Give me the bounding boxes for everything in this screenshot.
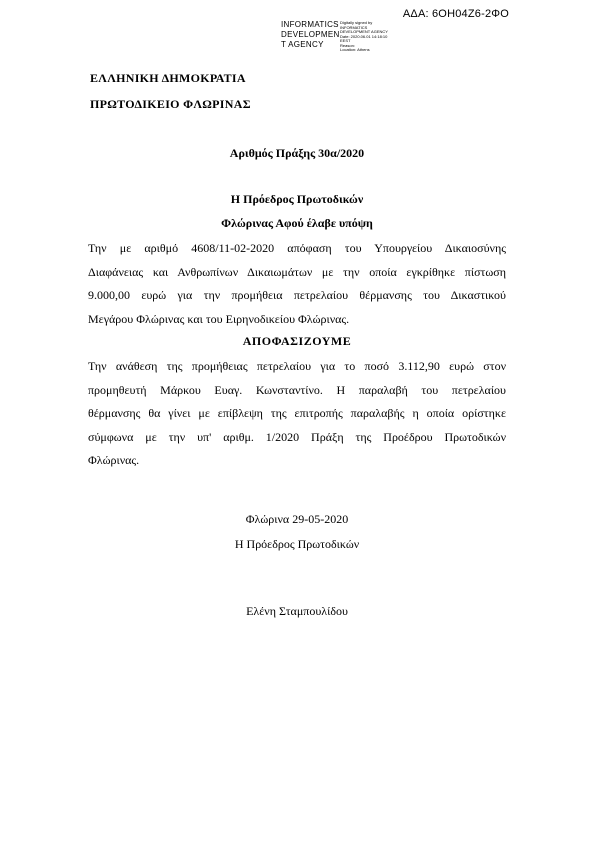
issuer-title: Η Πρόεδρος Πρωτοδικών bbox=[230, 192, 364, 206]
stamp-detail: EEST bbox=[340, 38, 351, 43]
signer-name: Ελένη Σταμπουλίδου bbox=[246, 604, 348, 618]
paragraph-line: Διαφάνειας και Ανθρωπίνων Δικαιωμάτων με την οποία εγκρίθηκε πίστωση bbox=[88, 264, 506, 279]
decision-heading: ΑΠΟΦΑΣΙΖΟΥΜΕ bbox=[242, 334, 352, 348]
considering-line: Φλώρινας Αφού έλαβε υπόψη bbox=[221, 216, 373, 230]
paragraph-line: θέρμανσης θα γίνει με επίβλεψη της επιτροπής παραλαβής η οποία ορίστηκε bbox=[88, 406, 506, 420]
stamp-detail: DEVELOPMENT AGENCY bbox=[340, 29, 388, 34]
paragraph-line: 9.000,00 ευρώ για την προμήθεια πετρελαίου θέρμανσης του Δικαστικού bbox=[88, 288, 506, 302]
paragraph-line: Φλώρινας. bbox=[88, 453, 140, 467]
paragraph-line: σύμφωνα με την υπ' αριθμ. 1/2020 Πράξη της Προέδρου Πρωτοδικών bbox=[88, 429, 506, 444]
paragraph-line: Μεγάρου Φλώρινας και του Ειρηνοδικείου Φλώρινας. bbox=[88, 311, 350, 326]
stamp-line: T AGENCY bbox=[281, 40, 324, 49]
stamp-detail: Date: 2020.06.01 14:18:10 bbox=[340, 33, 388, 39]
paragraph-line: Την ανάθεση της προμήθειας πετρελαίου για το ποσό 3.112,90 ευρώ στον bbox=[88, 359, 506, 373]
stamp-line: INFORMATICS bbox=[281, 20, 339, 29]
decision-paragraph bbox=[88, 355, 506, 473]
header-court: ΠΡΩΤΟΔΙΚΕΙΟ ΦΛΩΡΙΝΑΣ bbox=[90, 97, 251, 111]
signer-title: Η Πρόεδρος Πρωτοδικών bbox=[234, 537, 360, 551]
digital-signature-stamp bbox=[281, 20, 401, 52]
paragraph-line: Την με αριθμό 4608/11-02-2020 απόφαση του Υπουργείου Δικαιοσύνης bbox=[88, 241, 506, 255]
header-republic: ΕΛΛΗΝΙΚΗ ΔΗΜΟΚΡΑΤΙΑ bbox=[90, 71, 246, 85]
place-date: Φλώρινα 29-05-2020 bbox=[245, 512, 349, 526]
stamp-detail: INFORMATICS bbox=[340, 24, 368, 30]
stamp-detail: Digitally signed by bbox=[340, 20, 373, 25]
considering-paragraph bbox=[88, 237, 506, 331]
stamp-detail: Location: Athens bbox=[340, 47, 370, 52]
paragraph-line: προμηθευτή Μάρκου Ευαγ. Κωνσταντίνο. Η παραλαβή του πετρελαίου bbox=[88, 382, 506, 397]
act-number: Αριθμός Πράξης 30α/2020 bbox=[229, 146, 365, 160]
ada-code: ΑΔΑ: 6ΟΗ04Ζ6-2ΦΟ bbox=[402, 8, 509, 20]
stamp-detail: Reason: bbox=[340, 42, 355, 48]
stamp-line: DEVELOPMEN bbox=[281, 30, 340, 39]
